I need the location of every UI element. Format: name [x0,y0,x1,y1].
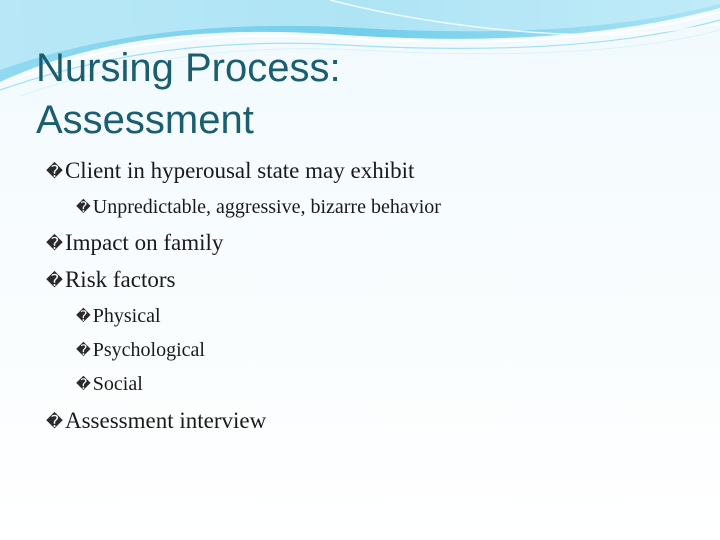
bullet-marker-icon: � [76,308,91,325]
sub-bullet-item [76,305,161,328]
sub-bullet-item [76,339,205,362]
bullet-item [46,158,414,184]
bullet-marker-icon: � [76,199,91,216]
bullet-text: Assessment interview [64,408,267,433]
sub-bullet-item [76,373,143,396]
slide-title-line-2: Assessment [36,98,254,142]
bullet-item [46,267,175,293]
bullet-text: Impact on family [64,230,224,255]
bullet-marker-icon: � [76,342,91,359]
bullet-text: Client in hyperousal state may exhibit [64,158,415,183]
bullet-marker-icon: � [46,411,63,431]
bullet-marker-icon: � [46,233,63,253]
bullet-text: Unpredictable, aggressive, bizarre behavior [92,196,441,218]
sub-bullet-item [76,196,441,219]
bullet-item [46,408,266,434]
bullet-marker-icon: � [76,376,91,393]
bullet-text: Physical [92,305,161,327]
bullet-item [46,230,223,256]
bullet-text: Risk factors [64,267,176,292]
slide-title-line-1: Nursing Process: [36,46,341,90]
bullet-marker-icon: � [46,270,63,290]
bullet-marker-icon: � [46,161,63,181]
bullet-text: Psychological [92,339,205,361]
bullet-text: Social [92,373,143,395]
